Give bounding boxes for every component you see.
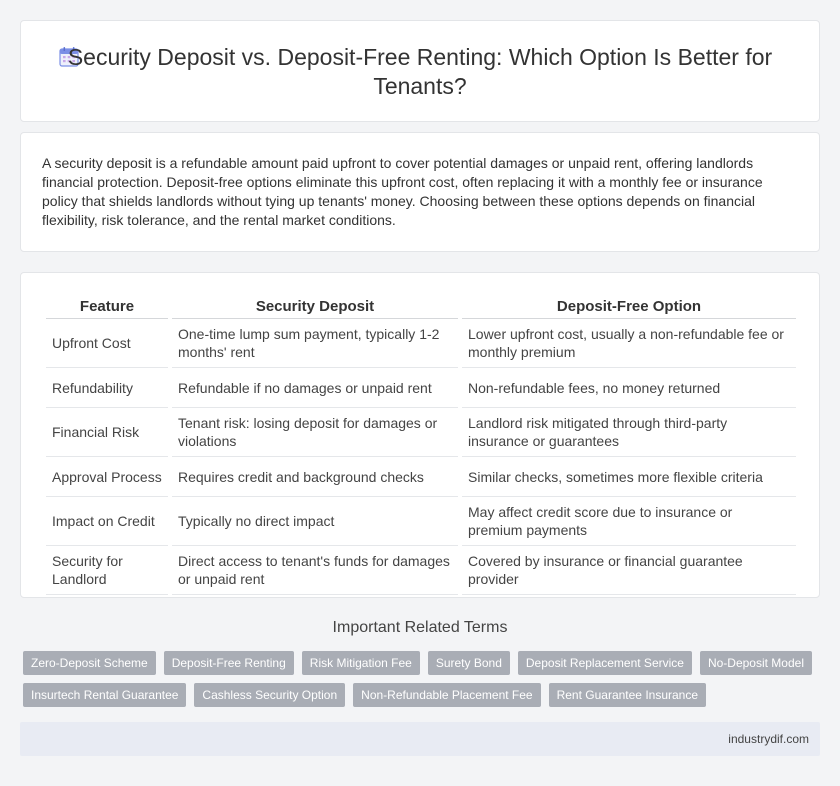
row-deposit-free: Landlord risk mitigated through third-party insurance or guarantees (462, 408, 796, 457)
row-feature: Upfront Cost (46, 319, 168, 368)
header-security-deposit: Security Deposit (172, 295, 458, 319)
related-terms-list (23, 651, 813, 707)
comparison-table (42, 295, 800, 595)
row-deposit-free: Non-refundable fees, no money returned (462, 368, 796, 408)
footer (20, 722, 820, 756)
related-term-tag[interactable]: No-Deposit Model (700, 651, 812, 675)
related-term-tag[interactable]: Deposit-Free Renting (164, 651, 294, 675)
row-deposit-free: Similar checks, sometimes more flexible criteria (462, 457, 796, 497)
header-deposit-free: Deposit-Free Option (462, 295, 796, 319)
row-deposit-free: Lower upfront cost, usually a non-refundable fee or monthly premium (462, 319, 796, 368)
related-term-tag[interactable]: Zero-Deposit Scheme (23, 651, 156, 675)
related-term-tag[interactable]: Insurtech Rental Guarantee (23, 683, 186, 707)
row-feature: Impact on Credit (46, 497, 168, 546)
intro-card (20, 132, 820, 252)
row-feature: Financial Risk (46, 408, 168, 457)
table-row (46, 319, 796, 368)
row-deposit-free: Covered by insurance or financial guarantee provider (462, 546, 796, 595)
table-header-row (46, 295, 796, 319)
table-row (46, 408, 796, 457)
row-feature: Refundability (46, 368, 168, 408)
related-term-tag[interactable]: Rent Guarantee Insurance (549, 683, 706, 707)
comparison-card (20, 272, 820, 598)
header-feature: Feature (46, 295, 168, 319)
related-term-tag[interactable]: Risk Mitigation Fee (302, 651, 420, 675)
table-row (46, 368, 796, 408)
row-feature: Security for Landlord (46, 546, 168, 595)
related-term-tag[interactable]: Non-Refundable Placement Fee (353, 683, 540, 707)
row-deposit-free: May affect credit score due to insurance or premium payments (462, 497, 796, 546)
row-security-deposit: Direct access to tenant's funds for damages or unpaid rent (172, 546, 458, 595)
related-term-tag[interactable]: Surety Bond (428, 651, 510, 675)
table-row (46, 457, 796, 497)
related-terms-heading: Important Related Terms (332, 619, 508, 636)
table-row (46, 497, 796, 546)
row-security-deposit: Requires credit and background checks (172, 457, 458, 497)
table-row (46, 546, 796, 595)
row-security-deposit: Typically no direct impact (172, 497, 458, 546)
related-term-tag[interactable]: Cashless Security Option (194, 683, 345, 707)
row-feature: Approval Process (46, 457, 168, 497)
title-card (20, 20, 820, 122)
footer-site-link[interactable]: industrydif.com (728, 732, 809, 746)
row-security-deposit: Tenant risk: losing deposit for damages or violations (172, 408, 458, 457)
related-term-tag[interactable]: Deposit Replacement Service (518, 651, 692, 675)
row-security-deposit: One-time lump sum payment, typically 1-2 months' rent (172, 319, 458, 368)
row-security-deposit: Refundable if no damages or unpaid rent (172, 368, 458, 408)
page-title: Security Deposit vs. Deposit-Free Renting: Which Option Is Better for Tenants? (67, 44, 773, 99)
intro-paragraph: A security deposit is a refundable amount paid upfront to cover potential damages or unpaid rent, offering landlords financial protection. Deposit-free options eliminate this upfront cost, often replacing it with a monthly fee or insurance policy that shields landlords without tying up tenants' money. Choosing between these options depends on financial flexibility, risk tolerance, and the rental market conditions. (42, 155, 763, 228)
